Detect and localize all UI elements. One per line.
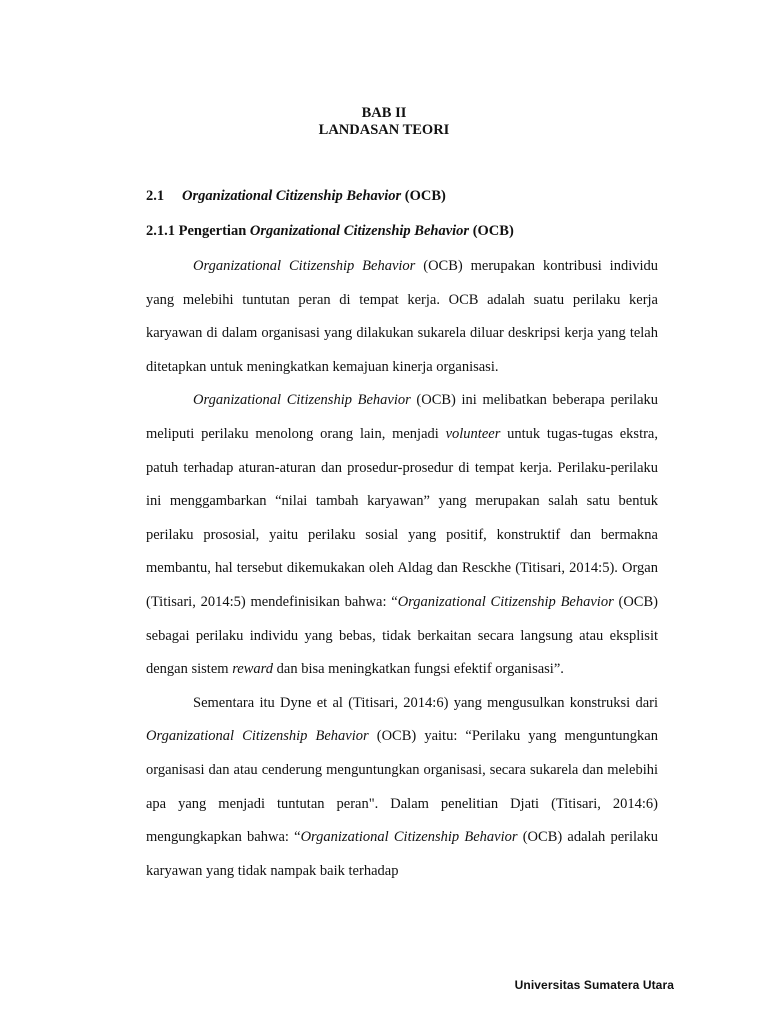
chapter-title: LANDASAN TEORI (318, 122, 450, 138)
paragraph-3-term: Organizational Citizenship Behavior (146, 728, 369, 745)
subsection-title-suffix: (OCB) (472, 223, 514, 239)
paragraph-3 (146, 687, 658, 889)
paragraph-1 (146, 250, 658, 384)
section-title-italic: Organizational Citizenship Behavior (182, 188, 402, 204)
paragraph-2-text-d: dan bisa meningkatkan fungsi efektif organisasi”. (273, 661, 564, 678)
paragraph-2-volunteer: volunteer (445, 425, 501, 442)
subsection-prefix: 2.1.1 Pengertian (146, 223, 247, 239)
paragraph-3-text-c: (OCB) adalah perilaku karyawan yang tidak nampak baik terhadap (146, 829, 658, 879)
paragraph-2 (146, 384, 658, 686)
footer-institution: Universitas Sumatera Utara (514, 978, 674, 992)
section-number: 2.1 (146, 188, 165, 204)
chapter-number: BAB II (361, 105, 407, 121)
paragraph-2-text-a: (OCB) ini melibatkan beberapa perilaku meliputi perilaku menolong orang lain, menjadi (146, 392, 659, 442)
paragraph-2-text-c: (OCB) sebagai perilaku individu yang bebas, tidak berkaitan secara langsung atau eksplisit dengan sistem (146, 593, 658, 678)
section-title-suffix: (OCB) (404, 188, 446, 204)
paragraph-2-text-b: untuk tugas-tugas ekstra, patuh terhadap aturan-aturan dan prosedur-prosedur di tempat kerja. Perilaku-perilaku ini menggambarkan “nilai tambah karyawan” yang merupakan salah satu bentuk perilaku prososial, yaitu perilaku sosial yang positif, konstruktif dan bermakna membantu, hal tersebut dikemukakan oleh Aldag dan Resckhe (Titisari, 2014:5). Organ (Titisari, 2014:5) mendefinisikan bahwa: “ (146, 425, 658, 610)
paragraph-3-text-a: Sementara itu Dyne et al (Titisari, 2014:6) yang mengusulkan konstruksi dari (193, 694, 658, 711)
subsection-heading (146, 223, 514, 240)
paragraph-1-term: Organizational Citizenship Behavior (193, 258, 416, 274)
section-heading (146, 188, 446, 205)
paragraph-2-term: Organizational Citizenship Behavior (193, 392, 411, 409)
paragraph-1-text: (OCB) merupakan kontribusi individu yang melebihi tuntutan peran di tempat kerja. OCB adalah suatu perilaku kerja karyawan di dalam organisasi yang dilakukan sukarela diluar deskripsi kerja yang telah ditetapkan untuk meningkatkan kemajuan kinerja organisasi. (146, 258, 659, 375)
body-text (146, 250, 658, 888)
subsection-title-italic: Organizational Citizenship Behavior (249, 223, 470, 239)
paragraph-3-text-b: (OCB) yaitu: “Perilaku yang menguntungkan organisasi dan atau cenderung menguntungkan organisasi, secara sukarela dan melebihi apa yang menjadi tuntutan peran". Dalam penelitian Djati (Titisari, 2014:6) mengungkapkan bahwa: “ (146, 728, 658, 846)
paragraph-2-reward: reward (232, 661, 274, 678)
paragraph-3-term-quote: Organizational Citizenship Behavior (300, 829, 518, 846)
paragraph-2-term-quote: Organizational Citizenship Behavior (397, 593, 614, 610)
